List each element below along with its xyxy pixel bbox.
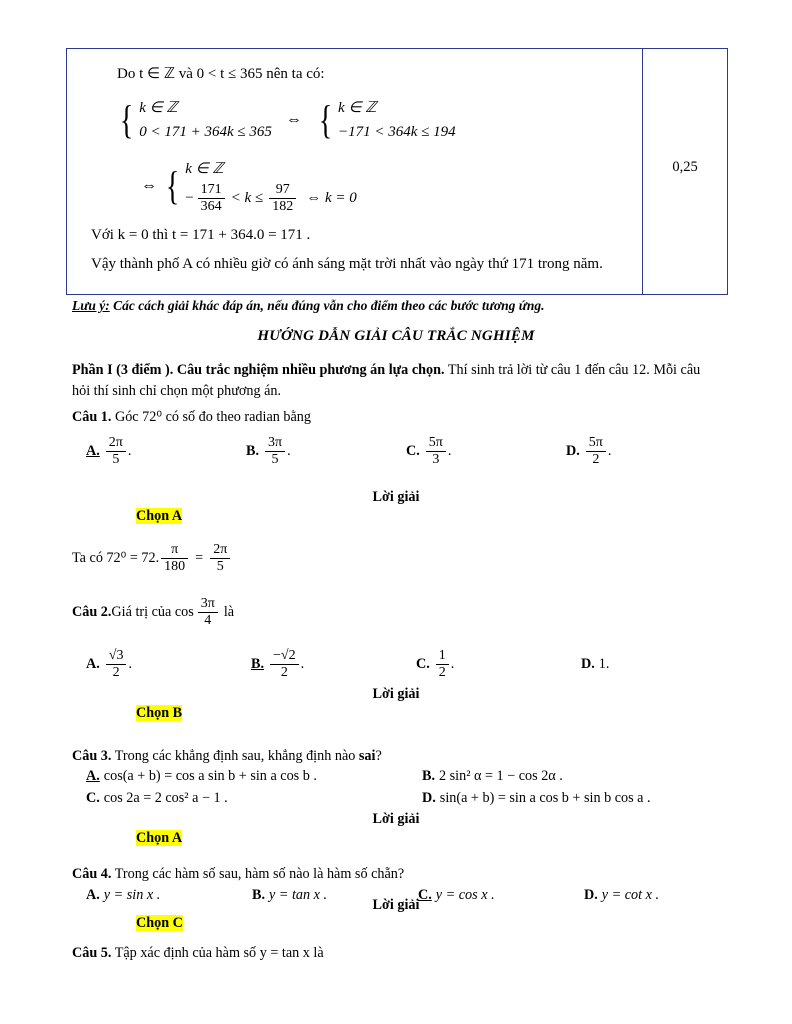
option-fraction [106, 648, 127, 681]
question-3-text-bold: sai [358, 748, 376, 764]
question-5-text: Tập xác định của hàm số y = tan x là [111, 945, 324, 961]
question-4-number: Câu 4. [72, 866, 112, 882]
option-label: C. [416, 656, 430, 673]
question-1-option-a[interactable] [86, 435, 246, 468]
fraction-numerator: 97 [269, 182, 296, 199]
question-1-work [72, 542, 724, 575]
question-2-text-tail: là [223, 604, 235, 621]
work-prefix: Ta có 72⁰ = 72. [72, 550, 160, 567]
fraction-numerator: √3 [106, 648, 127, 665]
question-3-option-c[interactable] [86, 790, 422, 807]
option-fraction [436, 648, 449, 681]
fraction-numerator: 3π [265, 435, 285, 452]
left-brace-icon-2: { [318, 97, 333, 143]
condition-text: Do t ∈ ℤ và 0 < t ≤ 365 nên ta có: [117, 66, 325, 82]
fraction-171-364 [198, 182, 225, 215]
fraction-numerator: 2π [106, 435, 126, 452]
left-brace-icon: { [119, 97, 134, 143]
fraction-numerator: π [161, 542, 188, 559]
minus-sign: − [185, 189, 194, 206]
fraction-numerator: 5π [426, 435, 446, 452]
system-equivalence-row-2 [141, 157, 632, 215]
question-1-option-d[interactable] [566, 435, 611, 468]
option-label: B. [252, 887, 266, 903]
question-3-text-tail: ? [375, 748, 382, 764]
option-tail: . [300, 656, 305, 673]
question-2-number: Câu 2. [72, 604, 112, 621]
option-label: B. [251, 656, 265, 673]
question-3-options-row-1 [86, 768, 726, 785]
fraction-denominator: 2 [280, 665, 288, 681]
question-1-number: Câu 1. [72, 409, 112, 425]
system-2-conclusion: ⇔ k = 0 [306, 189, 357, 206]
option-label: D. [584, 887, 598, 903]
option-value: sin(a + b) = sin a cos b + sin b cos a . [439, 790, 651, 806]
option-tail: . [128, 656, 133, 673]
answer-highlight: Chọn A [136, 508, 183, 524]
option-label: D. [422, 790, 436, 806]
fraction-denominator: 5 [271, 452, 279, 468]
question-1-options [86, 435, 726, 468]
option-fraction [426, 435, 446, 468]
system-1-left-line-1: k ∈ ℤ [139, 99, 178, 116]
question-4 [72, 866, 724, 883]
question-3-options-row-2 [86, 790, 726, 807]
question-2-options [86, 648, 726, 681]
option-tail: . [127, 443, 132, 460]
option-label: C. [418, 887, 432, 903]
fraction-denominator: 4 [204, 613, 212, 629]
iff-symbol-2: ⇔ [141, 176, 157, 194]
option-label: C. [406, 443, 420, 460]
option-value: cos 2a = 2 cos² a − 1 . [103, 790, 228, 806]
question-2-text: Giá trị của cos [111, 604, 194, 621]
system-1-left [139, 96, 272, 146]
fraction-denominator: 5 [216, 559, 224, 575]
option-label: D. [566, 443, 580, 460]
fraction-denominator: 2 [592, 452, 600, 468]
question-3-text: Trong các khẳng định sau, khẳng định nào [111, 748, 359, 764]
option-fraction [106, 435, 126, 468]
left-brace-icon-3: { [165, 162, 180, 208]
fraction-numerator: 3π [198, 596, 218, 613]
answer-highlight: Chọn B [136, 705, 183, 721]
option-label: A. [86, 656, 100, 673]
fraction-numerator: −√2 [270, 648, 299, 665]
system-1-right-line-2: −171 < 364k ≤ 194 [338, 124, 456, 141]
solution-table-content-cell [67, 49, 643, 294]
option-tail: . [450, 656, 455, 673]
note-text: Các cách giải khác đáp án, nếu đúng vẫn cho điểm theo các bước tương ứng. [109, 298, 545, 313]
part-intro-rest: Thí sinh trả lời từ câu 1 đến câu 12. Mỗi câu hỏi thí sinh chỉ chọn một phương án. [72, 362, 701, 399]
option-label: C. [86, 790, 100, 806]
fraction-denominator: 2 [112, 665, 120, 681]
question-3-option-d[interactable] [422, 790, 651, 807]
fraction-denominator: 5 [112, 452, 120, 468]
inequality-middle: < k ≤ [230, 189, 264, 206]
question-2-argument-fraction [198, 596, 218, 629]
solution-table-score-cell [643, 49, 727, 294]
question-1-text: Góc 72⁰ có số đo theo radian bằng [111, 409, 311, 425]
fraction-numerator: 171 [198, 182, 225, 199]
question-2-solution-label: Lời giải [372, 686, 420, 702]
with-k-line: Với k = 0 thì t = 171 + 364.0 = 171 . [91, 226, 311, 243]
option-tail: . [447, 443, 452, 460]
option-value: cos(a + b) = cos a sin b + sin a cos b . [103, 768, 317, 784]
answer-highlight: Chọn C [136, 915, 183, 931]
option-fraction [270, 648, 299, 681]
fraction-denominator: 364 [200, 198, 222, 214]
option-label: A. [86, 768, 100, 784]
question-5-number: Câu 5. [72, 945, 112, 961]
question-3-number: Câu 3. [72, 748, 112, 764]
fraction-denominator: 2 [438, 665, 446, 681]
question-1-option-b[interactable] [246, 435, 406, 468]
condition-line [117, 63, 632, 86]
fraction-numerator: 5π [586, 435, 606, 452]
option-tail: . [607, 443, 612, 460]
system-equivalence-row-1 [117, 96, 632, 146]
work-fraction-1 [161, 542, 188, 575]
system-2-line-1: k ∈ ℤ [185, 161, 224, 177]
question-3-option-b[interactable] [422, 768, 563, 785]
iff-symbol-1: ⇔ [285, 111, 302, 129]
question-1-answer [136, 508, 182, 525]
score-value: 0,25 [672, 159, 698, 175]
system-1-right-line-1: k ∈ ℤ [338, 99, 377, 116]
question-2 [72, 596, 724, 629]
section-title: HƯỚNG DẪN GIẢI CÂU TRẮC NGHIỆM [257, 328, 535, 344]
question-3-answer [136, 830, 182, 847]
fraction-numerator: 1 [436, 648, 449, 665]
option-value: y = cos x . [435, 887, 495, 903]
fraction-97-182 [269, 182, 296, 215]
option-value: y = cot x . [601, 887, 660, 903]
system-1-right [338, 96, 456, 146]
system-2-line-2 [185, 182, 357, 215]
note-label: Lưu ý: [72, 298, 110, 313]
fraction-numerator: 2π [210, 542, 230, 559]
option-value: 1. [598, 656, 610, 673]
option-label: A. [86, 887, 100, 903]
system-1-left-line-2: 0 < 171 + 364k ≤ 365 [139, 124, 272, 141]
conclusion-line: Vậy thành phố A có nhiều giờ có ánh sáng mặt trời nhất vào ngày thứ 171 trong năm. [91, 255, 603, 272]
part-intro [72, 360, 720, 401]
question-2-answer [136, 705, 182, 722]
part-intro-bold: Phần I (3 điểm ). Câu trắc nghiệm nhiều phương án lựa chọn. [72, 362, 445, 378]
question-1-solution-label: Lời giải [372, 489, 420, 505]
option-tail: . [287, 443, 291, 460]
fraction-denominator: 180 [164, 559, 186, 575]
option-fraction [586, 435, 606, 468]
question-2-option-d[interactable] [581, 648, 609, 681]
question-4-solution-label: Lời giải [372, 897, 420, 913]
question-4-answer [136, 915, 183, 932]
work-fraction-2 [210, 542, 230, 575]
answer-highlight: Chọn A [136, 830, 183, 846]
option-value: y = sin x . [103, 887, 161, 903]
option-fraction [265, 435, 285, 468]
question-2-option-b[interactable] [251, 648, 416, 681]
question-1 [72, 409, 724, 426]
option-label: A. [86, 443, 100, 460]
question-5 [72, 945, 724, 962]
solution-table [66, 48, 728, 295]
option-label: B. [422, 768, 436, 784]
option-label: B. [246, 443, 260, 460]
equals-sign: = [195, 550, 204, 567]
question-3-option-a[interactable] [86, 768, 422, 785]
note-line [72, 298, 544, 314]
question-3 [72, 748, 724, 765]
system-2 [185, 157, 357, 215]
option-label: D. [581, 656, 595, 673]
question-3-solution-label: Lời giải [372, 811, 420, 827]
question-1-option-c[interactable] [406, 435, 566, 468]
question-4-text: Trong các hàm số sau, hàm số nào là hàm số chẵn? [111, 866, 405, 882]
fraction-denominator: 3 [432, 452, 440, 468]
question-2-option-a[interactable] [86, 648, 251, 681]
option-value: y = tan x . [269, 887, 328, 903]
fraction-denominator: 182 [272, 198, 294, 214]
option-value: 2 sin² α = 1 − cos 2α . [439, 768, 563, 784]
question-2-option-c[interactable] [416, 648, 581, 681]
